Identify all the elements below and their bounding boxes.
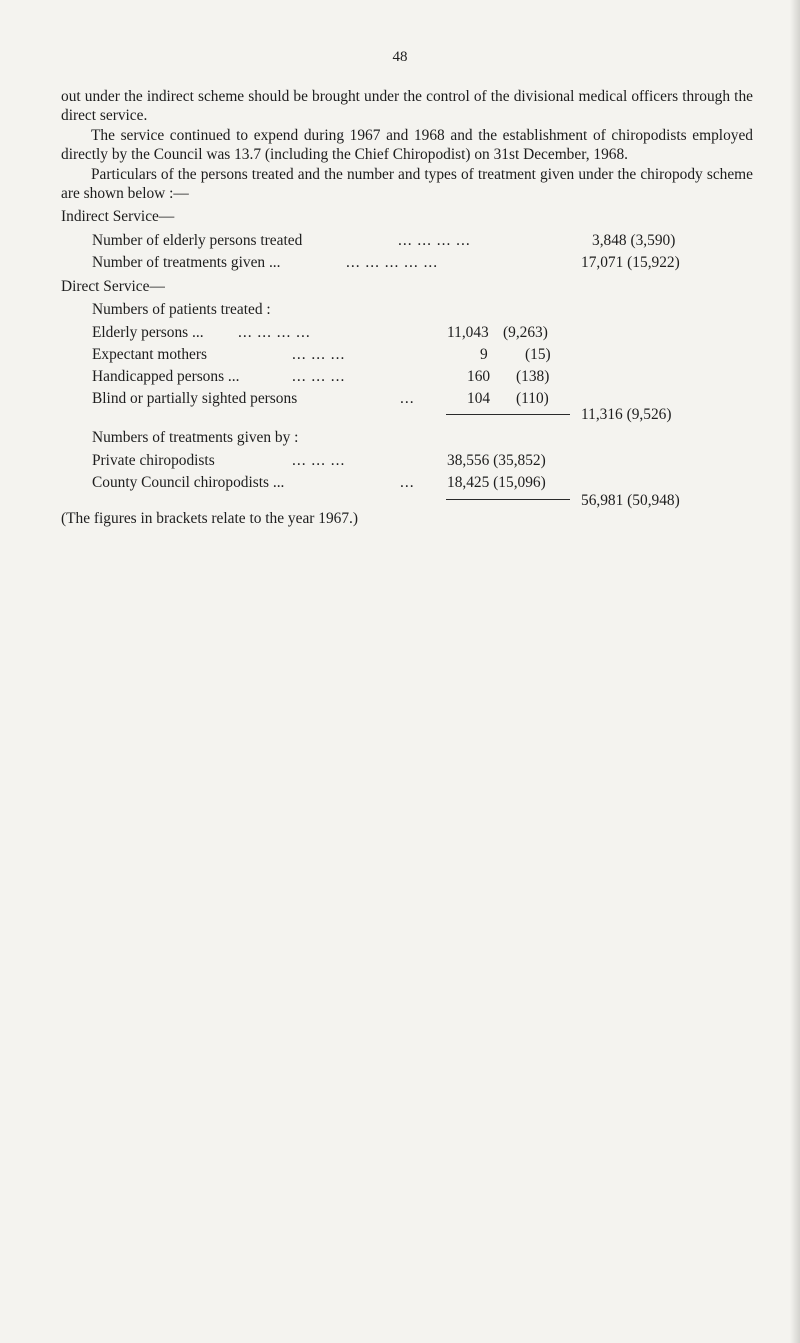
leader-dots: ... xyxy=(400,474,415,491)
row-value: 38,556 (35,852) xyxy=(447,452,546,469)
row-value: 9 xyxy=(480,346,488,363)
indirect-service-heading: Indirect Service— xyxy=(61,208,175,225)
leader-dots: ... ... ... ... xyxy=(238,324,311,341)
row-label: Handicapped persons ... xyxy=(92,368,240,385)
leader-dots: ... ... ... xyxy=(292,452,346,469)
row-label: Elderly persons ... xyxy=(92,324,204,341)
leader-dots: ... ... ... xyxy=(292,346,346,363)
direct-service-heading: Direct Service— xyxy=(61,278,165,295)
row-label: Number of treatments given ... xyxy=(92,254,281,271)
paragraph-text: Particulars of the persons treated and the number and types of treatment given under the chiropody scheme are shown below :— xyxy=(61,166,753,202)
row-label: County Council chiropodists ... xyxy=(92,474,285,491)
patients-treated-heading: Numbers of patients treated : xyxy=(92,301,271,318)
page-edge-shadow xyxy=(790,0,800,1343)
row-prev-value: (9,263) xyxy=(503,324,548,341)
row-prev-value: (138) xyxy=(516,368,550,385)
paragraph-service-expansion xyxy=(61,127,753,164)
leader-dots: ... ... ... xyxy=(292,368,346,385)
patients-total: 11,316 (9,526) xyxy=(581,406,672,423)
paragraph-particulars-intro xyxy=(61,166,753,203)
row-prev-value: (110) xyxy=(516,390,549,407)
leader-dots: ... ... ... ... ... xyxy=(346,254,439,271)
leader-dots: ... ... ... ... xyxy=(398,232,471,249)
row-prev-value: (15) xyxy=(525,346,551,363)
subtotal-rule xyxy=(446,414,570,415)
row-value: 3,848 (3,590) xyxy=(592,232,676,249)
row-label: Private chiropodists xyxy=(92,452,215,469)
row-value: 11,043 xyxy=(447,324,489,341)
treatments-given-heading: Numbers of treatments given by : xyxy=(92,429,299,446)
leader-dots: ... xyxy=(400,390,415,407)
row-label: Number of elderly persons treated xyxy=(92,232,303,249)
row-label: Expectant mothers xyxy=(92,346,207,363)
row-label: Blind or partially sighted persons xyxy=(92,390,298,407)
page-number: 48 xyxy=(392,49,408,65)
subtotal-rule xyxy=(446,499,570,500)
footnote: (The figures in brackets relate to the year 1967.) xyxy=(61,510,358,527)
paragraph-text: The service continued to expend during 1967 and 1968 and the establishment of chiropodists employed directly by the Council was 13.7 (including the Chief Chiropodist) on 31st December, 1968. xyxy=(61,127,753,163)
row-value: 160 xyxy=(467,368,491,385)
row-value: 104 xyxy=(467,390,491,407)
row-value: 18,425 (15,096) xyxy=(447,474,546,491)
treatments-total: 56,981 (50,948) xyxy=(581,492,680,509)
paragraph-continuation: out under the indirect scheme should be brought under the control of the divisional medical officers through the direct service. xyxy=(61,88,753,124)
row-value: 17,071 (15,922) xyxy=(581,254,680,271)
